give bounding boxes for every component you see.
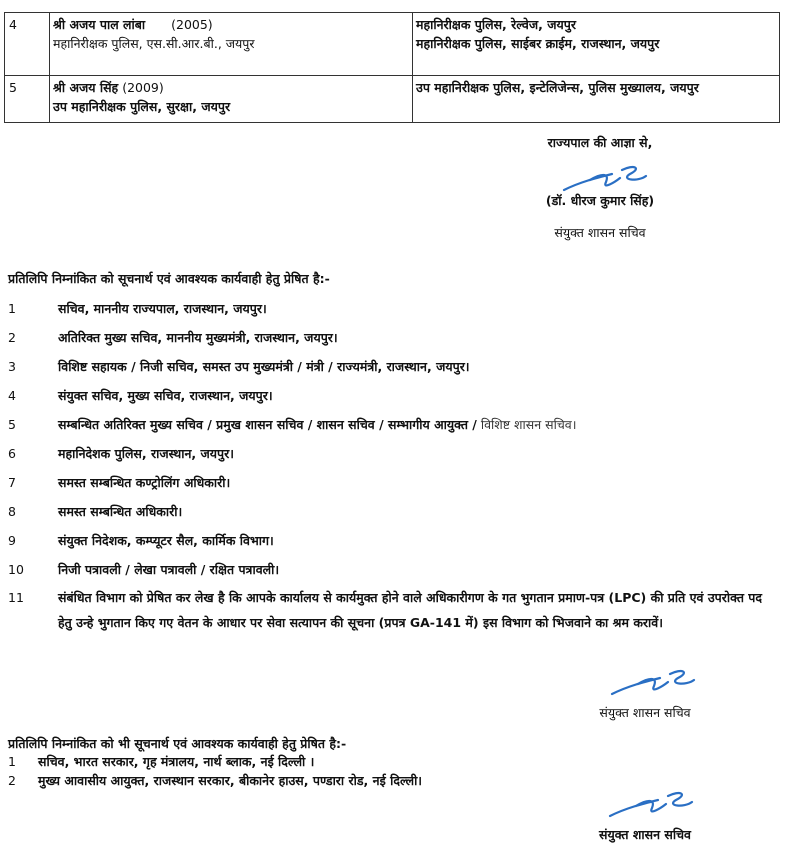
item-text: संयुक्त निदेशक, कम्प्यूटर सैल, कार्मिक विभाग।	[58, 533, 274, 548]
item-text: समस्त सम्बन्धित अधिकारी।	[58, 504, 183, 519]
signature-mark	[608, 664, 698, 700]
officer-batch: (2009)	[122, 80, 164, 95]
posting-table	[4, 12, 780, 123]
list-item	[8, 358, 470, 375]
new-posting-line: महानिरीक्षक पुलिस, साईबर क्राईम, राजस्थान, जयपुर	[416, 36, 660, 51]
item-number: 1	[8, 754, 16, 769]
list-item	[8, 503, 182, 520]
item-number: 5	[8, 417, 16, 432]
item-text: सम्बन्धित अतिरिक्त मुख्य सचिव / प्रमुख शासन सचिव / शासन सचिव / सम्भागीय आयुक्त /	[58, 417, 477, 432]
list-item	[8, 532, 274, 549]
item-number: 11	[8, 590, 24, 605]
current-posting: महानिरीक्षक पुलिस, एस.सी.आर.बी., जयपुर	[53, 36, 255, 51]
signatory-designation: संयुक्त शासन सचिव	[599, 705, 691, 720]
signatory-name: (डॉ. धीरज कुमार सिंह)	[545, 193, 655, 208]
officer-name: श्री अजय सिंह	[53, 80, 119, 95]
new-posting-cell	[413, 76, 780, 123]
officer-name: श्री अजय पाल लांबा	[53, 17, 146, 32]
item-text: समस्त सम्बन्धित कण्ट्रोलिंग अधिकारी।	[58, 475, 231, 490]
row-number: 4	[5, 13, 50, 76]
item-text: विशिष्ट सहायक / निजी सचिव, समस्त उप मुख्यमंत्री / मंत्री / राज्यमंत्री, राजस्थान, जयपुर।	[58, 359, 470, 374]
copy-list-heading: प्रतिलिपि निम्नांकित को सूचनार्थ एवं आवश्यक कार्यवाही हेतु प्रेषित है:-	[8, 271, 330, 286]
table-row	[5, 13, 780, 76]
item-number: 3	[8, 359, 16, 374]
new-posting-cell	[413, 13, 780, 76]
list-item	[8, 416, 576, 433]
list-item	[8, 753, 314, 770]
new-posting-line: उप महानिरीक्षक पुलिस, इन्टेलिजेन्स, पुलिस मुख्यालय, जयपुर	[416, 80, 699, 95]
new-posting-line: महानिरीक्षक पुलिस, रेल्वेज, जयपुर	[416, 17, 576, 32]
list-item	[8, 474, 230, 491]
signatory-designation: संयुक्त शासन सचिव	[554, 225, 646, 240]
list-item	[8, 387, 273, 404]
item-number: 2	[8, 773, 16, 788]
signature-mark	[560, 160, 650, 196]
item-text: सचिव, भारत सरकार, गृह मंत्रालय, नार्थ ब्लाक, नई दिल्ली ।	[38, 754, 315, 769]
list-item	[8, 300, 267, 317]
officer-name-line	[53, 15, 409, 34]
item-number: 1	[8, 301, 16, 316]
table-row	[5, 76, 780, 123]
signature-mark	[606, 786, 696, 822]
officer-cell	[50, 76, 413, 123]
officer-name-line	[53, 78, 409, 97]
list-item	[8, 561, 279, 578]
officer-batch: (2005)	[171, 17, 213, 32]
item-number: 2	[8, 330, 16, 345]
order-authority: राज्यपाल की आज्ञा से,	[547, 135, 653, 150]
item-number: 10	[8, 562, 24, 577]
list-item	[8, 329, 338, 346]
item-number: 6	[8, 446, 16, 461]
item-number: 7	[8, 475, 16, 490]
item-text: अतिरिक्त मुख्य सचिव, माननीय मुख्यमंत्री, राजस्थान, जयपुर।	[58, 330, 338, 345]
list-item	[8, 445, 234, 462]
item-number: 9	[8, 533, 16, 548]
signatory-designation: संयुक्त शासन सचिव	[599, 827, 691, 842]
item-text: सचिव, माननीय राज्यपाल, राजस्थान, जयपुर।	[58, 301, 267, 316]
item-text: महानिदेशक पुलिस, राजस्थान, जयपुर।	[58, 446, 234, 461]
item-text: संयुक्त सचिव, मुख्य सचिव, राजस्थान, जयपुर।	[58, 388, 273, 403]
officer-cell	[50, 13, 413, 76]
current-posting: उप महानिरीक्षक पुलिस, सुरक्षा, जयपुर	[53, 99, 231, 114]
item-number: 4	[8, 388, 16, 403]
item-11-paragraph: संबंधित विभाग को प्रेषित कर लेख है कि आपके कार्यालय से कार्यमुक्त होने वाले अधिकारीगण के गत भुगतान प्रमाण-पत्र (LPC) की प्रति एवं उपरोक्त पद हेतु उन्हे भुगतान किए गए वेतन के आधार पर सेवा सत्यापन की सूचना (प्रपत्र GA-141 में) इस विभाग को भिजवाने का श्रम करावें।	[58, 590, 763, 630]
copy-list-heading: प्रतिलिपि निम्नांकित को भी सूचनार्थ एवं आवश्यक कार्यवाही हेतु प्रेषित है:-	[8, 736, 347, 751]
item-number: 8	[8, 504, 16, 519]
list-item	[8, 772, 422, 789]
row-number: 5	[5, 76, 50, 123]
item-text: निजी पत्रावली / लेखा पत्रावली / रक्षित पत्रावली।	[58, 562, 280, 577]
item-text: मुख्य आवासीय आयुक्त, राजस्थान सरकार, बीकानेर हाउस, पण्डारा रोड, नई दिल्ली।	[38, 773, 423, 788]
item-text-light: विशिष्ट शासन सचिव।	[476, 417, 577, 432]
